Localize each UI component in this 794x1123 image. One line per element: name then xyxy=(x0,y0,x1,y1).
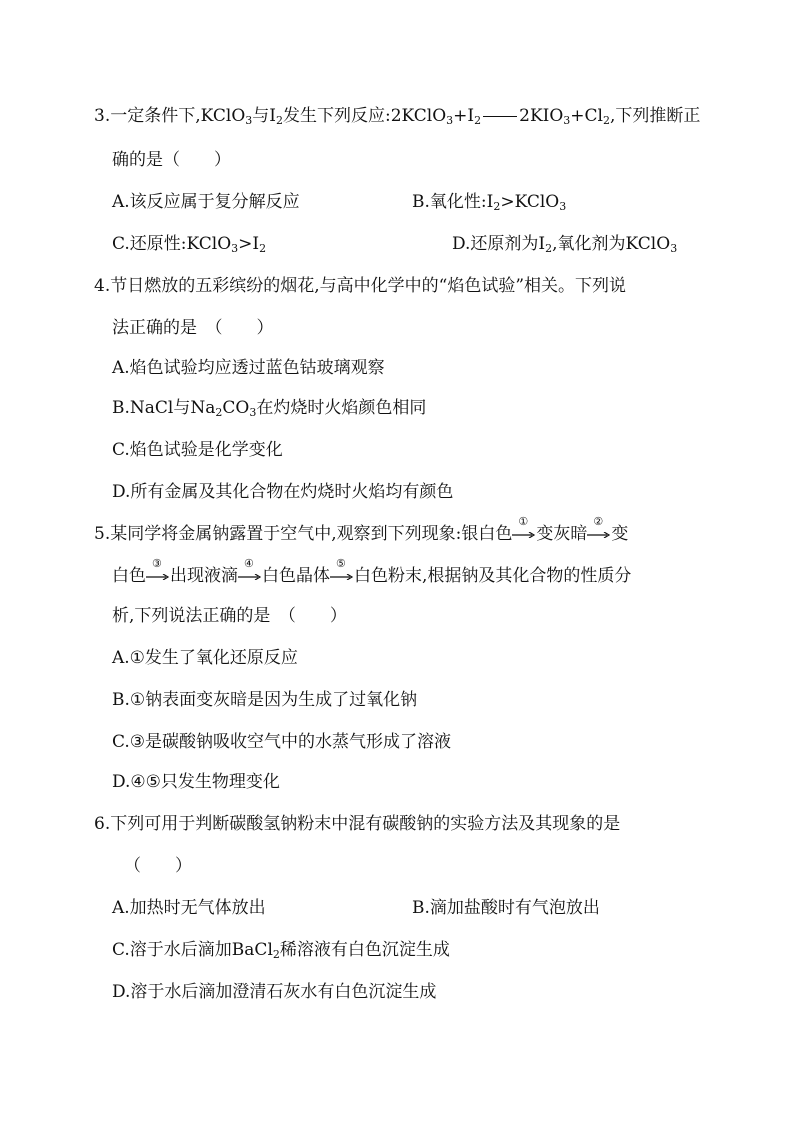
process-arrow-2 xyxy=(587,515,611,546)
q5-option-a: A.①发生了氧化还原反应 xyxy=(112,648,298,668)
q4-option-c: C.焰色试验是化学变化 xyxy=(112,440,283,460)
q3-option-d-text: D.还原剂为I xyxy=(452,234,546,254)
q3-option-d-tail: ,氧化剂为KClO xyxy=(552,234,671,254)
q4-stem-line1: 4.节日燃放的五彩缤纷的烟花,与高中化学中的“焰色试验”相关。下列说 xyxy=(94,276,627,296)
q5-text-2c: 白色晶体 xyxy=(262,566,330,586)
q3-stem-line2: 确的是（ ） xyxy=(112,150,231,170)
q5-option-b: B.①钠表面变灰暗是因为生成了过氧化钠 xyxy=(112,690,418,710)
q3-sub-f: 2 xyxy=(603,114,610,127)
q3-option-b-sub2: 3 xyxy=(559,200,567,213)
q3-sub-e: 3 xyxy=(563,114,571,127)
q3-text-b: 与I xyxy=(252,106,276,126)
q3-sub-a: 3 xyxy=(245,114,253,127)
q3-option-b-sub1: 2 xyxy=(493,200,501,213)
q3-option-d-sub2: 3 xyxy=(670,242,678,255)
q4-option-b-text-c: 在灼烧时火焰颜色相同 xyxy=(256,398,427,418)
arrow-right-icon xyxy=(512,532,536,538)
q3-sub-b: 2 xyxy=(275,114,283,127)
arrow-right-icon xyxy=(330,574,354,580)
q3-option-c-sub1: 3 xyxy=(231,242,239,255)
q4-option-d: D.所有金属及其化合物在灼烧时火焰均有颜色 xyxy=(112,482,454,502)
q3-option-c-sub2: 2 xyxy=(259,242,267,255)
q3-option-b-tail: >KClO xyxy=(500,192,560,212)
arrow-right-icon xyxy=(238,574,262,580)
step-mark-3: ③ xyxy=(152,557,162,570)
q5-text-2d: 白色粉末,根据钠及其化合物的性质分 xyxy=(354,566,632,586)
arrow-right-icon xyxy=(587,532,611,538)
q3-sub-d: 2 xyxy=(474,114,482,127)
q3-text-e: 2KIO xyxy=(519,106,564,126)
q5-text-2a: 白色 xyxy=(112,566,146,586)
q3-option-c-text: C.还原性:KClO xyxy=(112,234,232,254)
q3-text-c: 发生下列反应:2KClO xyxy=(282,106,447,126)
q5-option-c: C.③是碳酸钠吸收空气中的水蒸气形成了溶液 xyxy=(112,732,452,752)
q5-text-1a: 5.某同学将金属钠露置于空气中,观察到下列现象:银白色 xyxy=(94,524,513,544)
q5-text-2b: 出现液滴 xyxy=(170,566,238,586)
q3-text-g: ,下列推断正 xyxy=(610,106,701,126)
q4-option-b-sub2: 3 xyxy=(249,406,257,419)
q4-option-b-text-b: CO xyxy=(222,398,250,418)
q4-option-a: A.焰色试验均应透过蓝色钴玻璃观察 xyxy=(112,358,385,378)
q6-option-c-sub: 2 xyxy=(272,948,280,961)
q6-option-c-text-b: 稀溶液有白色沉淀生成 xyxy=(279,940,450,960)
q3-option-a: A.该反应属于复分解反应 xyxy=(112,192,300,212)
q6-option-d: D.溶于水后滴加澄清石灰水有白色沉淀生成 xyxy=(112,982,437,1002)
step-mark-2: ② xyxy=(593,515,604,528)
q6-option-b: B.滴加盐酸时有气泡放出 xyxy=(412,898,600,918)
q5-text-1c: 变 xyxy=(611,524,629,544)
q3-sub-c: 3 xyxy=(446,114,454,127)
process-arrow-3 xyxy=(146,557,170,588)
step-mark-5: ⑤ xyxy=(336,557,346,570)
reaction-arrow xyxy=(481,104,519,128)
q6-option-c-text-a: C.溶于水后滴加BaCl xyxy=(112,940,273,960)
step-mark-1: ① xyxy=(518,515,529,528)
q3-option-c-tail: >I xyxy=(238,234,260,254)
step-mark-4: ④ xyxy=(244,557,254,570)
q5-stem-line3: 析,下列说法正确的是 （ ） xyxy=(112,606,347,626)
q5-text-1b: 变灰暗 xyxy=(536,524,588,544)
arrow-right-icon xyxy=(146,574,170,580)
q4-option-b xyxy=(112,396,426,420)
q3-option-c xyxy=(112,232,266,256)
q4-stem-line2: 法正确的是 （ ） xyxy=(112,318,274,338)
q4-option-b-sub1: 2 xyxy=(215,406,223,419)
q3-stem-line1 xyxy=(94,104,700,128)
process-arrow-1 xyxy=(512,515,536,546)
q3-option-d xyxy=(452,232,677,256)
q3-number: 3. xyxy=(94,106,111,126)
q3-option-b-text: B.氧化性:I xyxy=(412,192,494,212)
q5-stem-line1 xyxy=(94,515,629,546)
q4-option-b-text-a: B.NaCl与Na xyxy=(112,398,216,418)
process-arrow-5 xyxy=(330,557,354,588)
q6-option-c xyxy=(112,938,450,962)
q6-stem-line2: （ ） xyxy=(124,856,192,876)
q5-option-d: D.④⑤只发生物理变化 xyxy=(112,772,280,792)
q3-option-d-sub1: 2 xyxy=(545,242,553,255)
process-arrow-4 xyxy=(238,557,262,588)
q3-text-d: +I xyxy=(453,106,475,126)
q3-option-b xyxy=(412,190,566,214)
q3-text-f: +Cl xyxy=(570,106,603,126)
q5-stem-line2 xyxy=(112,557,632,588)
q3-text-a: 一定条件下,KClO xyxy=(110,106,246,126)
q6-option-a: A.加热时无气体放出 xyxy=(112,898,266,918)
q6-stem-line1: 6.下列可用于判断碳酸氢钠粉末中混有碳酸钠的实验方法及其现象的是 xyxy=(94,814,621,834)
